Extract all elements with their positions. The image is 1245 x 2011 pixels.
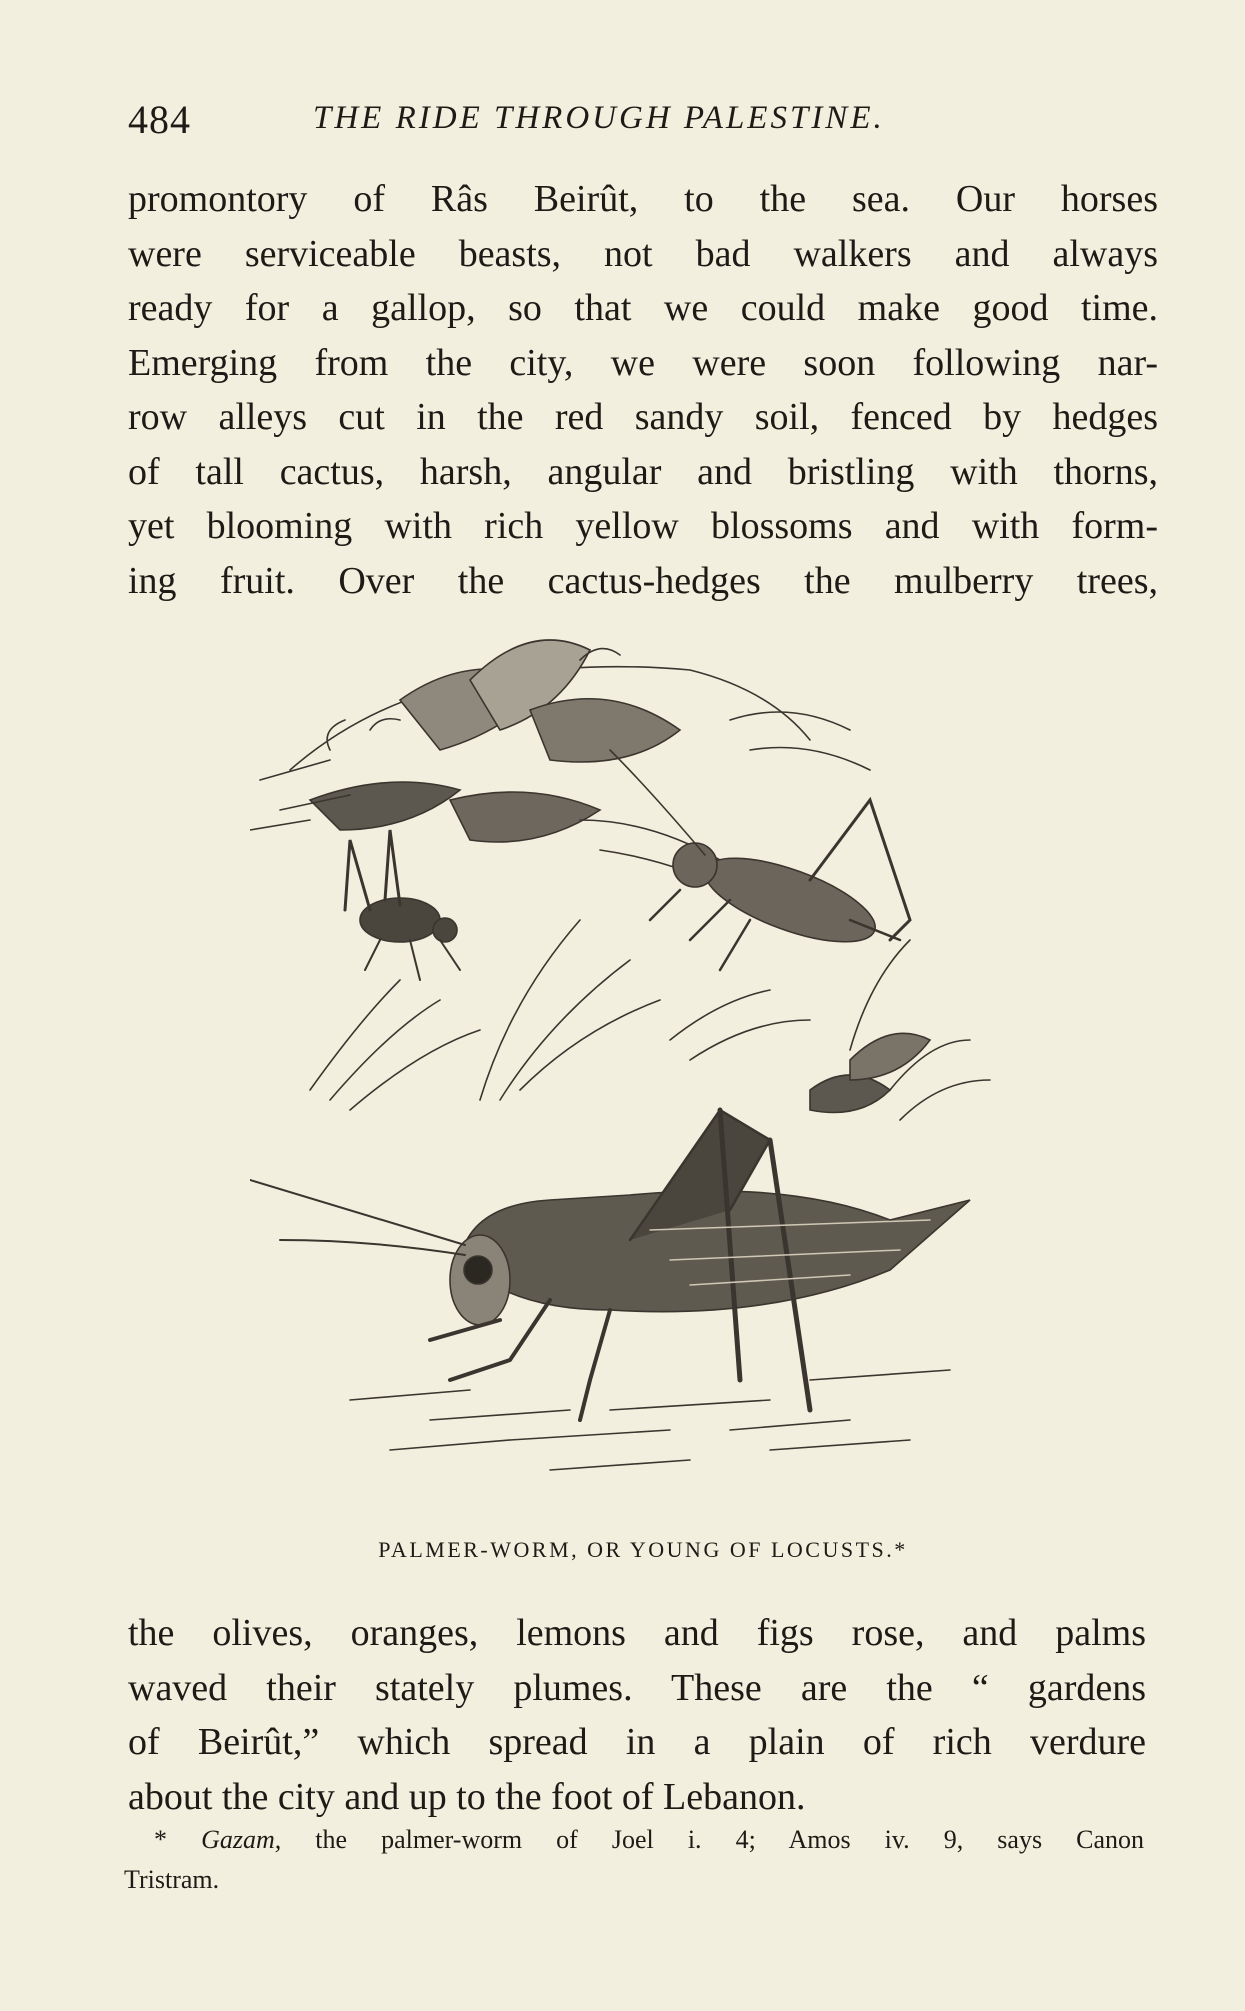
footnote bbox=[124, 1820, 1144, 1900]
footnote-line bbox=[124, 1820, 1144, 1860]
paragraph-top bbox=[128, 172, 1158, 608]
paragraph-bottom bbox=[128, 1606, 1146, 1824]
locust-engraving bbox=[250, 620, 1030, 1520]
text-line: of Beirût,” which spread in a plain of rich verdure bbox=[128, 1721, 1146, 1763]
footnote-marker: * bbox=[154, 1825, 202, 1854]
page-number: 484 bbox=[128, 97, 191, 142]
text-line: about the city and up to the foot of Lebanon. bbox=[128, 1775, 806, 1818]
figure-caption: PALMER-WORM, OR YOUNG OF LOCUSTS.* bbox=[378, 1537, 908, 1562]
locust-upper-right bbox=[610, 750, 910, 970]
footnote-term: Gazam, bbox=[201, 1825, 282, 1854]
text-line: the olives, oranges, lemons and figs rose, and palms bbox=[128, 1612, 1146, 1654]
text-line: ready for a gallop, so that we could make good time. bbox=[128, 287, 1158, 329]
text-line: waved their stately plumes. These are the “ gardens bbox=[128, 1666, 1146, 1709]
locust-large bbox=[250, 1110, 970, 1420]
text-line: ing fruit. Over the cactus-hedges the mulberry trees, bbox=[128, 559, 1158, 602]
text-line: were serviceable beasts, not bad walkers and always bbox=[128, 232, 1158, 275]
foliage-top bbox=[250, 640, 870, 890]
running-title: THE RIDE THROUGH PALESTINE. bbox=[313, 100, 885, 136]
locust-small-left bbox=[345, 830, 460, 980]
footnote-line-2: Tristram. bbox=[124, 1865, 220, 1894]
text-line: of tall cactus, harsh, angular and bristling with thorns, bbox=[128, 450, 1158, 493]
text-line: Emerging from the city, we were soon following nar- bbox=[128, 341, 1158, 384]
footnote-text: the palmer-worm of Joel i. 4; Amos iv. 9, says Canon bbox=[281, 1825, 1145, 1854]
page-header bbox=[128, 96, 1128, 146]
text-line: yet blooming with rich yellow blossoms and with form- bbox=[128, 505, 1158, 547]
ground-hatching bbox=[350, 1370, 950, 1470]
text-line: promontory of Râs Beirût, to the sea. Our horses bbox=[128, 178, 1158, 220]
text-line: row alleys cut in the red sandy soil, fenced by hedges bbox=[128, 396, 1158, 438]
